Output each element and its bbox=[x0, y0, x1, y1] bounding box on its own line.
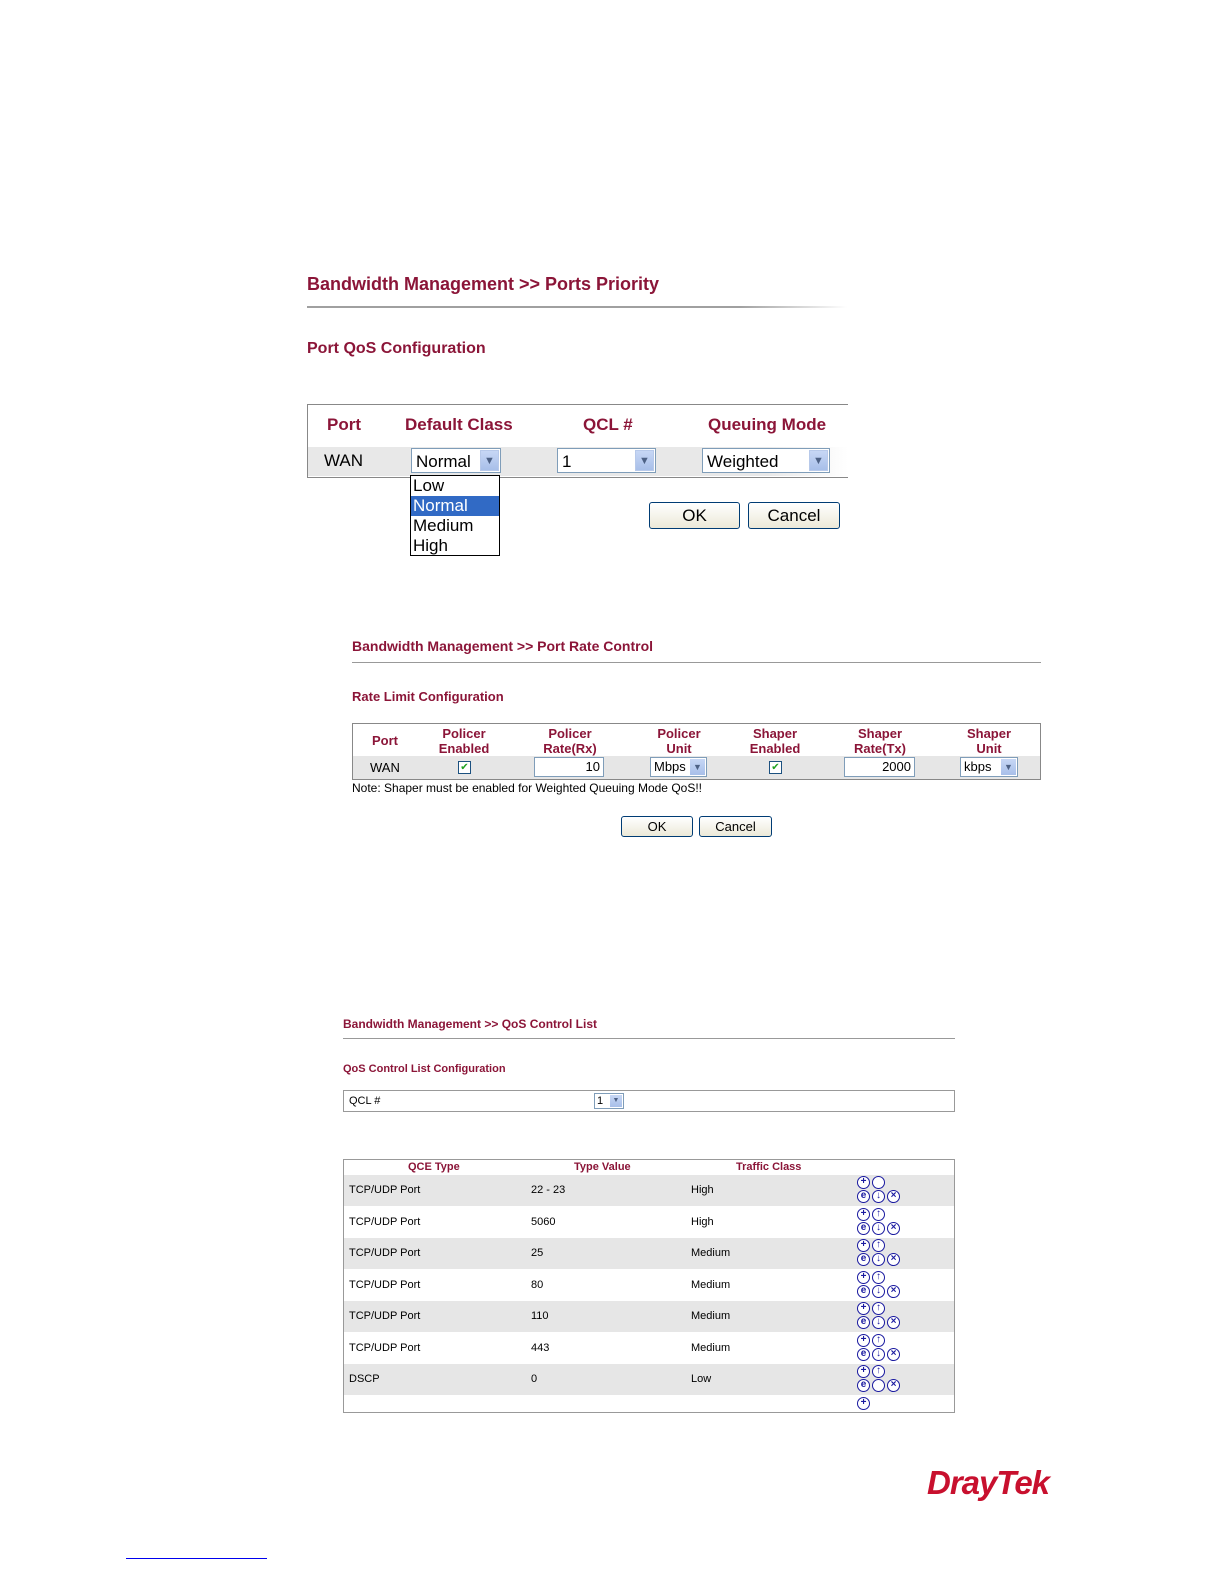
delete-icon[interactable]: × bbox=[887, 1253, 900, 1266]
chevron-down-icon[interactable]: ▼ bbox=[1001, 759, 1016, 775]
move-down-icon[interactable] bbox=[872, 1379, 885, 1392]
ok-button[interactable]: OK bbox=[621, 816, 693, 837]
header-shaper-enabled: Shaper Enabled bbox=[749, 726, 801, 756]
qce-type-cell: TCP/UDP Port bbox=[349, 1184, 421, 1196]
qce-type-cell: TCP/UDP Port bbox=[349, 1247, 421, 1259]
delete-icon[interactable]: × bbox=[887, 1348, 900, 1361]
move-down-icon[interactable]: ↓ bbox=[872, 1222, 885, 1235]
move-up-icon[interactable]: ↑ bbox=[872, 1271, 885, 1284]
header-policer-enabled: Policer Enabled bbox=[438, 726, 490, 756]
type-value-cell: 443 bbox=[531, 1341, 550, 1354]
rate-limit-table bbox=[352, 723, 1041, 780]
insert-icon[interactable]: + bbox=[857, 1302, 870, 1315]
edit-icon[interactable]: e bbox=[857, 1285, 870, 1298]
type-value-cell: 80 bbox=[531, 1278, 544, 1291]
policer-rate-input[interactable]: 10 bbox=[534, 757, 604, 777]
move-down-icon[interactable]: ↓ bbox=[872, 1253, 885, 1266]
table-row bbox=[353, 756, 1040, 779]
traffic-class-cell: Medium bbox=[691, 1247, 731, 1259]
header-policer-rate: Policer Rate(Rx) bbox=[543, 726, 597, 756]
qce-type-cell: TCP/UDP Port bbox=[349, 1278, 421, 1291]
port-qos-subtitle: Port QoS Configuration bbox=[307, 340, 486, 357]
insert-icon[interactable]: + bbox=[857, 1208, 870, 1221]
traffic-class-cell: Medium bbox=[691, 1310, 731, 1322]
move-up-icon[interactable]: ↑ bbox=[872, 1334, 885, 1347]
type-value-cell: 25 bbox=[531, 1247, 544, 1259]
table-row bbox=[344, 1175, 954, 1206]
header-port: Port bbox=[327, 415, 361, 434]
shaper-unit-select[interactable]: kbps ▼ bbox=[960, 757, 1018, 777]
shaper-enabled-checkbox[interactable]: ✔ bbox=[769, 761, 782, 774]
chevron-down-icon[interactable]: ▼ bbox=[635, 450, 654, 471]
port-name: WAN bbox=[324, 451, 364, 470]
title-divider bbox=[343, 1038, 955, 1039]
edit-icon[interactable]: e bbox=[857, 1379, 870, 1392]
insert-icon[interactable]: + bbox=[857, 1365, 870, 1378]
move-down-icon[interactable]: ↓ bbox=[872, 1348, 885, 1361]
ok-button[interactable]: OK bbox=[649, 502, 740, 529]
traffic-class-cell: Low bbox=[691, 1373, 712, 1385]
qcl-label: QCL # bbox=[349, 1095, 381, 1107]
header-type-value: Type Value bbox=[574, 1161, 631, 1173]
header-shaper-unit: Shaper Unit bbox=[966, 726, 1012, 756]
shaper-rate-input[interactable]: 2000 bbox=[844, 757, 915, 777]
dropdown-option-medium[interactable]: Medium bbox=[413, 516, 474, 535]
default-class-dropdown-list[interactable] bbox=[410, 475, 500, 556]
table-row bbox=[344, 1301, 954, 1332]
port-name: WAN bbox=[370, 760, 400, 775]
type-value-cell: 110 bbox=[531, 1310, 549, 1322]
header-default-class: Default Class bbox=[405, 415, 513, 434]
qcl-select[interactable]: 1 ▼ bbox=[557, 448, 656, 473]
ports-priority-title: Bandwidth Management >> Ports Priority bbox=[307, 274, 660, 294]
qcl-number-select[interactable]: 1 ▼ bbox=[594, 1093, 624, 1109]
footer-link-line bbox=[126, 1558, 267, 1559]
type-value-cell: 5060 bbox=[531, 1215, 556, 1228]
edit-icon[interactable]: e bbox=[857, 1190, 870, 1203]
move-up-icon[interactable] bbox=[872, 1176, 885, 1189]
policer-unit-select[interactable]: Mbps ▼ bbox=[650, 757, 707, 777]
chevron-down-icon[interactable]: ▼ bbox=[690, 759, 705, 775]
move-down-icon[interactable]: ↓ bbox=[872, 1285, 885, 1298]
insert-icon[interactable]: + bbox=[857, 1271, 870, 1284]
port-rate-control-title: Bandwidth Management >> Port Rate Control bbox=[352, 638, 654, 654]
port-qos-table bbox=[307, 404, 848, 478]
qce-type-cell: TCP/UDP Port bbox=[349, 1341, 421, 1354]
cancel-button[interactable]: Cancel bbox=[699, 816, 772, 837]
chevron-down-icon[interactable]: ▼ bbox=[480, 450, 499, 471]
insert-icon[interactable]: + bbox=[857, 1176, 870, 1189]
table-row bbox=[344, 1270, 954, 1301]
delete-icon[interactable]: × bbox=[887, 1190, 900, 1203]
edit-icon[interactable]: e bbox=[857, 1222, 870, 1235]
header-traffic-class: Traffic Class bbox=[736, 1161, 802, 1173]
policer-enabled-checkbox[interactable]: ✔ bbox=[458, 761, 471, 774]
move-up-icon[interactable]: ↑ bbox=[872, 1239, 885, 1252]
table-row bbox=[344, 1364, 954, 1395]
qcl-selector-row bbox=[343, 1090, 955, 1112]
delete-icon[interactable]: × bbox=[887, 1316, 900, 1329]
edit-icon[interactable]: e bbox=[857, 1316, 870, 1329]
qce-table bbox=[343, 1159, 955, 1413]
header-qcl: QCL # bbox=[583, 415, 633, 434]
title-divider bbox=[352, 662, 1041, 663]
type-value-cell: 0 bbox=[531, 1373, 538, 1385]
shaper-note: Note: Shaper must be enabled for Weighted Queuing Mode QoS!! bbox=[352, 781, 702, 795]
queuing-mode-select[interactable]: Weighted ▼ bbox=[702, 448, 830, 473]
header-qce-type: QCE Type bbox=[408, 1161, 460, 1173]
dropdown-option-high[interactable]: High bbox=[413, 536, 448, 555]
traffic-class-cell: High bbox=[691, 1184, 714, 1196]
move-up-icon[interactable]: ↑ bbox=[872, 1208, 885, 1221]
traffic-class-cell: Medium bbox=[691, 1278, 731, 1291]
delete-icon[interactable]: × bbox=[887, 1285, 900, 1298]
table-row bbox=[344, 1238, 954, 1269]
traffic-class-cell: High bbox=[691, 1215, 714, 1228]
move-down-icon[interactable]: ↓ bbox=[872, 1190, 885, 1203]
draytek-logo: DrayTek bbox=[927, 1464, 1050, 1501]
move-up-icon[interactable]: ↑ bbox=[872, 1302, 885, 1315]
delete-icon[interactable]: × bbox=[887, 1222, 900, 1235]
header-policer-unit: Policer Unit bbox=[657, 726, 701, 756]
qos-list-subtitle: QoS Control List Configuration bbox=[343, 1063, 506, 1075]
rate-limit-subtitle: Rate Limit Configuration bbox=[352, 689, 504, 704]
table-row bbox=[344, 1207, 954, 1238]
qce-type-cell: DSCP bbox=[349, 1373, 380, 1385]
default-class-select[interactable]: Normal ▼ bbox=[411, 448, 501, 473]
insert-icon[interactable]: + bbox=[857, 1334, 870, 1347]
chevron-down-icon[interactable]: ▼ bbox=[809, 450, 828, 471]
table-row bbox=[344, 1333, 954, 1364]
qce-type-cell: TCP/UDP Port bbox=[349, 1215, 421, 1228]
chevron-down-icon[interactable]: ▼ bbox=[610, 1095, 622, 1107]
insert-icon[interactable]: + bbox=[857, 1397, 870, 1410]
type-value-cell: 22 - 23 bbox=[531, 1184, 566, 1196]
header-port: Port bbox=[372, 733, 398, 748]
insert-icon[interactable]: + bbox=[857, 1239, 870, 1252]
qce-type-cell: TCP/UDP Port bbox=[349, 1310, 421, 1322]
dropdown-option-low[interactable]: Low bbox=[413, 476, 445, 495]
move-up-icon[interactable]: ↑ bbox=[872, 1365, 885, 1378]
traffic-class-cell: Medium bbox=[691, 1341, 731, 1354]
header-queuing-mode: Queuing Mode bbox=[708, 415, 827, 434]
title-divider bbox=[307, 306, 847, 308]
header-shaper-rate: Shaper Rate(Tx) bbox=[853, 726, 906, 756]
edit-icon[interactable]: e bbox=[857, 1253, 870, 1266]
cancel-button[interactable]: Cancel bbox=[748, 502, 840, 529]
move-down-icon[interactable]: ↓ bbox=[872, 1316, 885, 1329]
qos-control-list-title: Bandwidth Management >> QoS Control List bbox=[343, 1017, 598, 1031]
dropdown-option-normal[interactable]: Normal bbox=[411, 496, 499, 516]
delete-icon[interactable]: × bbox=[887, 1379, 900, 1392]
edit-icon[interactable]: e bbox=[857, 1348, 870, 1361]
